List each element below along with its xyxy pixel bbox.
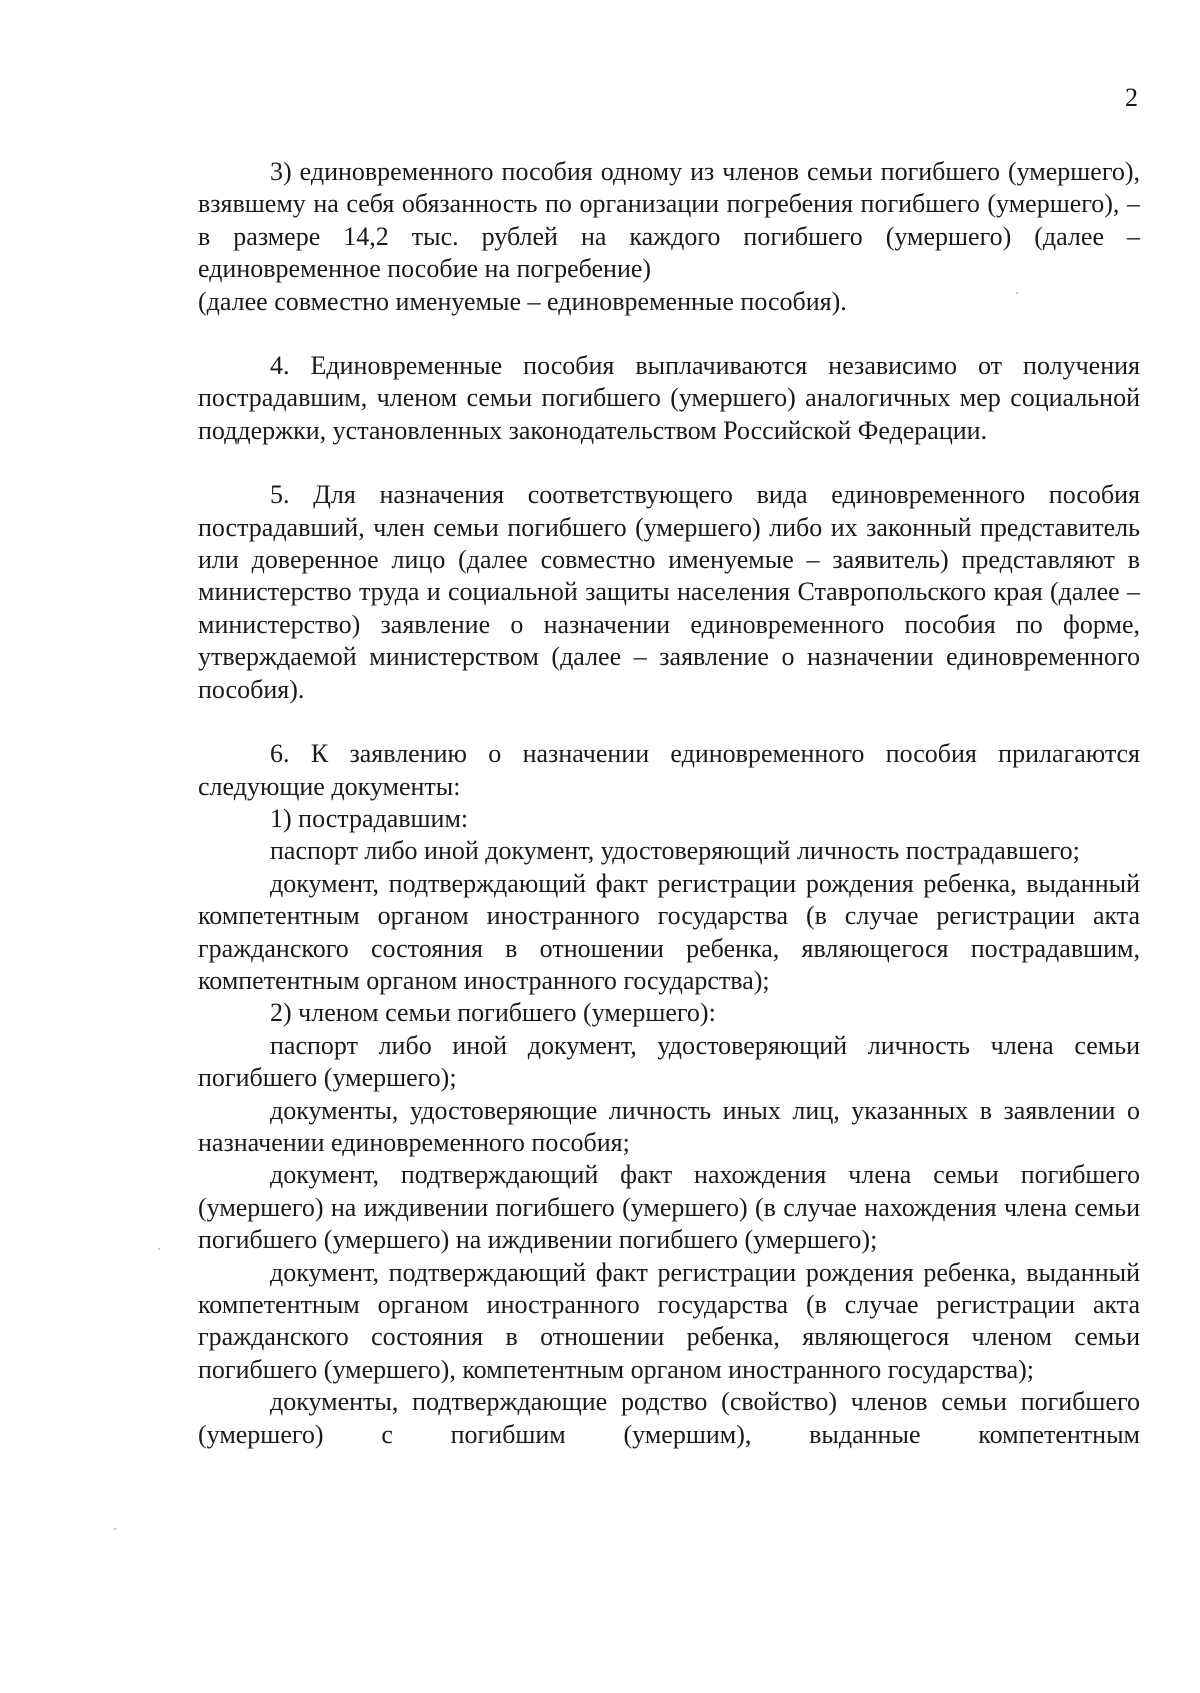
document-body (198, 156, 1140, 1451)
subitem-1-doc-birth-registration: документ, подтверждающий факт регистрации рождения ребенка, выданный компетентным органом иностранного государства (в случае регистрации акта гражданского состояния в отношении ребенка, являющегося пострадавшим, компетентным органом иностранного государства); (198, 868, 1140, 995)
scan-speck (158, 1248, 160, 1250)
subitem-2-doc-passport: паспорт либо иной документ, удостоверяющий личность члена семьи погибшего (умершего); (198, 1030, 1140, 1093)
subitem-2-doc-dependency: документ, подтверждающий факт нахождения члена семьи погибшего (умершего) на иждивении погибшего (умершего) (в случае нахождения члена семьи погибшего (умершего) на иждивении погибшего (умершего); (198, 1160, 1140, 1255)
paragraph-item-3: 3) единовременного пособия одному из членов семьи погибшего (умершего), взявшему на себя обязанность по организации погребения погибшего (умершего), – в размере 14,2 тыс. рублей на каждого погибшего (умершего) (далее – единовременное пособие на погребение) (198, 157, 1140, 284)
paragraph-spacer (198, 318, 1140, 350)
subitem-1-doc-passport: паспорт либо иной документ, удостоверяющий личность пострадавшего; (270, 836, 1080, 866)
subitem-2-doc-other-ids: документы, удостоверяющие личность иных лиц, указанных в заявлении о назначении единовременного пособия; (198, 1095, 1140, 1157)
subitem-2-heading: 2) членом семьи погибшего (умершего): (270, 998, 716, 1028)
paragraph-item-4: 4. Единовременные пособия выплачиваются независимо от получения пострадавшим, членом семьи погибшего (умершего) аналогичных мер социальной поддержки, установленных законодательством Российской Федерации. (198, 351, 1140, 445)
scan-speck (114, 1528, 116, 1530)
paragraph-item-6-intro: 6. К заявлению о назначении единовременного пособия прилагаются следующие документы: (198, 739, 1140, 801)
page-number: 2 (1125, 83, 1138, 112)
paragraph-item-3-tail: (далее совместно именуемые – единовременные пособия). (198, 286, 847, 316)
subitem-2-doc-birth-registration: документ, подтверждающий факт регистрации рождения ребенка, выданный компетентным органом иностранного государства (в случае регистрации акта гражданского состояния в отношении ребенка, являющегося членом семьи погибшего (умершего), компетентным органом иностранного государства); (198, 1257, 1140, 1384)
subitem-1-heading: 1) пострадавшим: (270, 803, 469, 833)
subitem-2-doc-kinship: документы, подтверждающие родство (свойство) членов семьи погибшего (умершего) с погибшим (умершим), выданные компетентным (198, 1387, 1140, 1449)
paragraph-spacer (198, 706, 1140, 738)
paragraph-item-5: 5. Для назначения соответствующего вида единовременного пособия пострадавший, член семьи погибшего (умершего) либо их законный представитель или доверенное лицо (далее совместно именуемые – заявитель) представляют в министерство труда и социальной защиты населения Ставропольского края (далее – министерство) заявление о назначении единовременного пособия по форме, утверждаемой министерством (далее – заявление о назначении единовременного пособия). (198, 480, 1140, 704)
paragraph-spacer (198, 447, 1140, 479)
